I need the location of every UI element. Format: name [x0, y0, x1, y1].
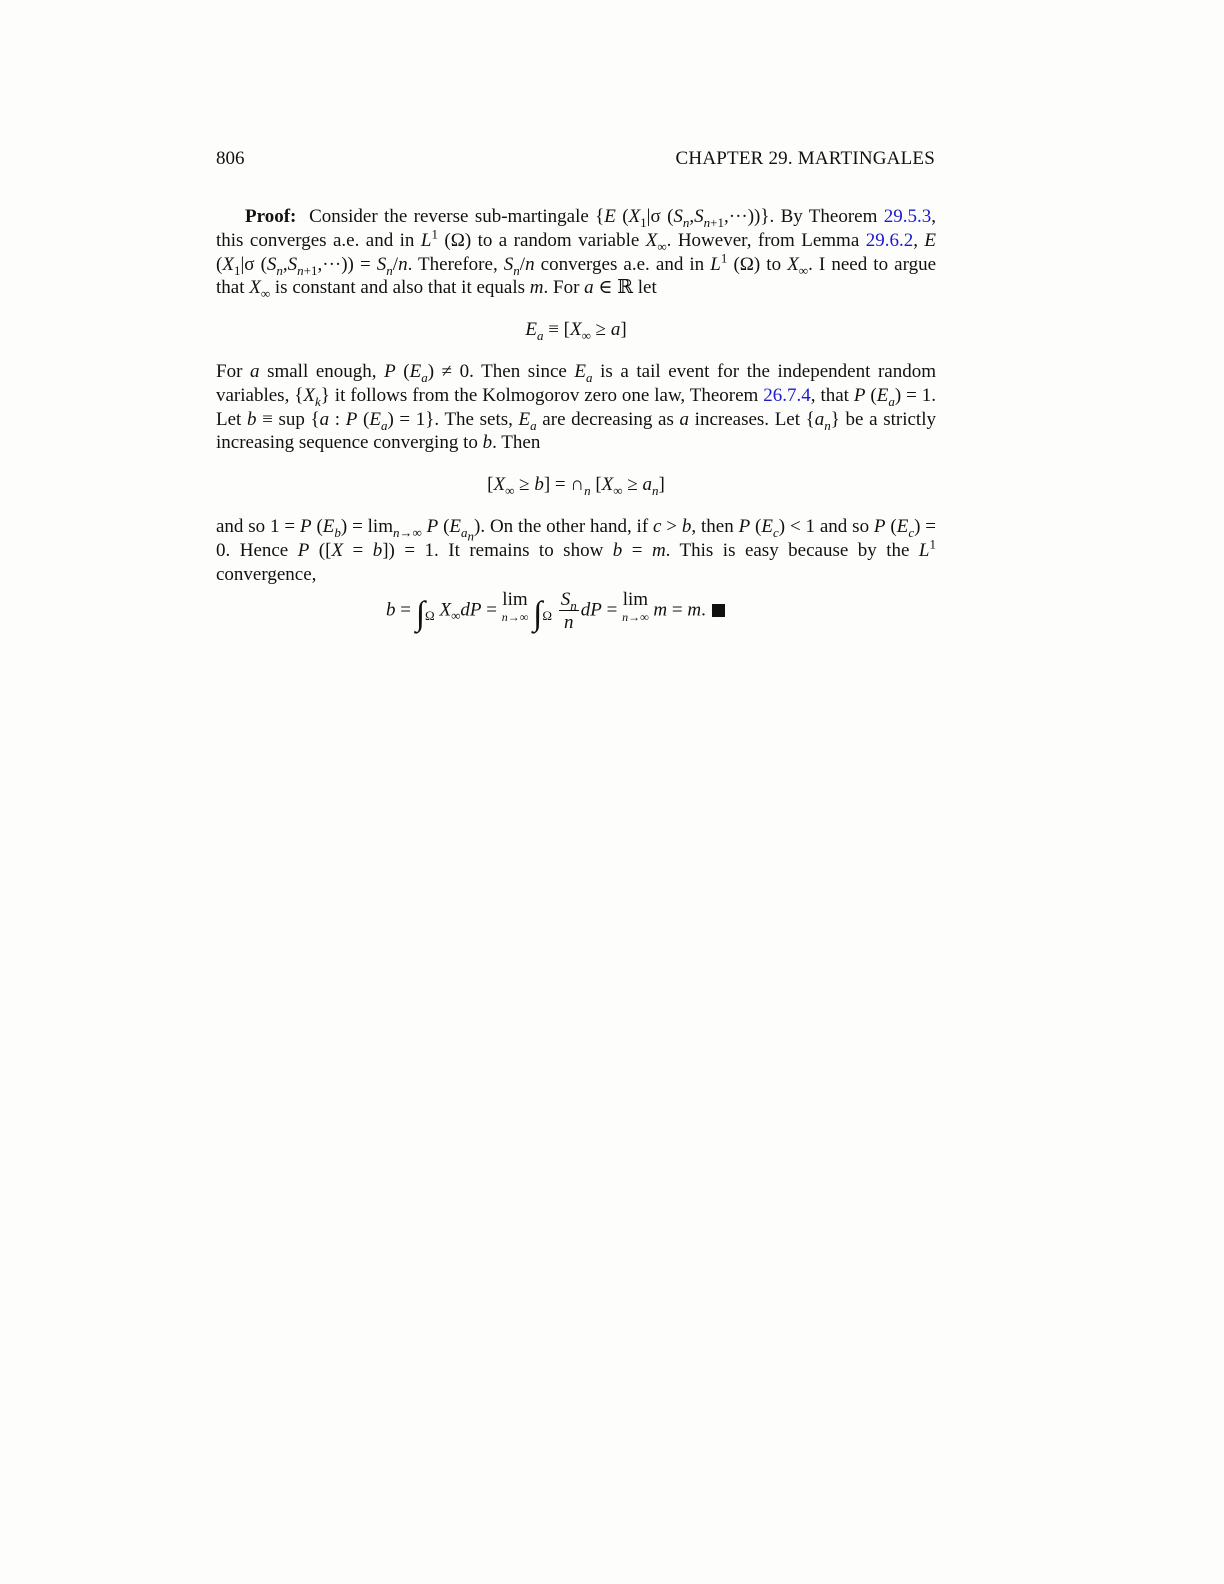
equation-final: $b = \int_\Omega$ $X_\infty dP = \lim$ n→∞ $\int_\Omega$ $\frac{S_n}{n}$ dP = lim n→∞ m = m. — [216, 590, 936, 636]
proof-paragraph-1: Proof: Consider the reverse sub-martingale {E ($X_1|\sigma$ $(S_n,S_{n+1},\cdot\cdot\cdot)$)}. By Theorem 29.5.3, this converges a.e. and in $L^1$ (Ω) to a random variable $X_\infty$. However, from Lemma 29.6.2, E ($X_1|\sigma$ $(S_n,S_{n+1},\cdot\cdot\cdot)) = S_n/n$. Therefore, $S_n/n$ converges a.e. and in $L^1$ (Ω) to $X_\infty$. I need to argue that $X_\infty$ is constant and also that it equals m. For a ∈ ℝ let — [216, 206, 937, 302]
equation-intersection: $[X_\infty \ge b]$ = $\cap_n$ $[X_\infty \ge a_n]$ — [487, 474, 665, 498]
proof-paragraph-2: For a small enough, P $(E_a) \ne 0$. Then since $E_a$ is a tail event for the independent random variables, $\{X_k\}$ it follows from the Kolmogorov zero one law, Theorem 26.7.4, that P $(E_a) = 1$. Let b ≡ sup {a : P $(E_a) = 1$}. The sets, $E_a$ are decreasing as a increases. Let $\{a_n\}$ be a strictly increasing sequence converging to b. Then — [216, 360, 936, 454]
theorem-link-29-5-3[interactable]: 29.5.3 — [883, 206, 932, 227]
running-head: CHAPTER 29. MARTINGALES — [675, 148, 935, 169]
proof-paragraph-3: and so 1 = P $(E_b) = \lim_{n\to\infty} P$ $(E_{a_n})$. On the other hand, if c > b, then P $(E_c) < 1$ and so P $(E_c) = 0$. Hence P ([X = b]) = 1. It remains to show b = m. This is easy because by the $L^1$ convergence, — [216, 515, 937, 585]
proof-label: Proof: — [245, 206, 297, 227]
qed-square-icon — [712, 604, 725, 617]
page-number: 806 — [216, 148, 245, 169]
lemma-link-29-6-2[interactable]: 29.6.2 — [865, 229, 914, 251]
theorem-link-26-7-4[interactable]: 26.7.4 — [763, 384, 811, 406]
proof-body — [216, 205, 936, 636]
page-header — [216, 148, 935, 174]
equation-ea-definition: $E_a \equiv [X_\infty \ge a]$ — [525, 319, 627, 343]
